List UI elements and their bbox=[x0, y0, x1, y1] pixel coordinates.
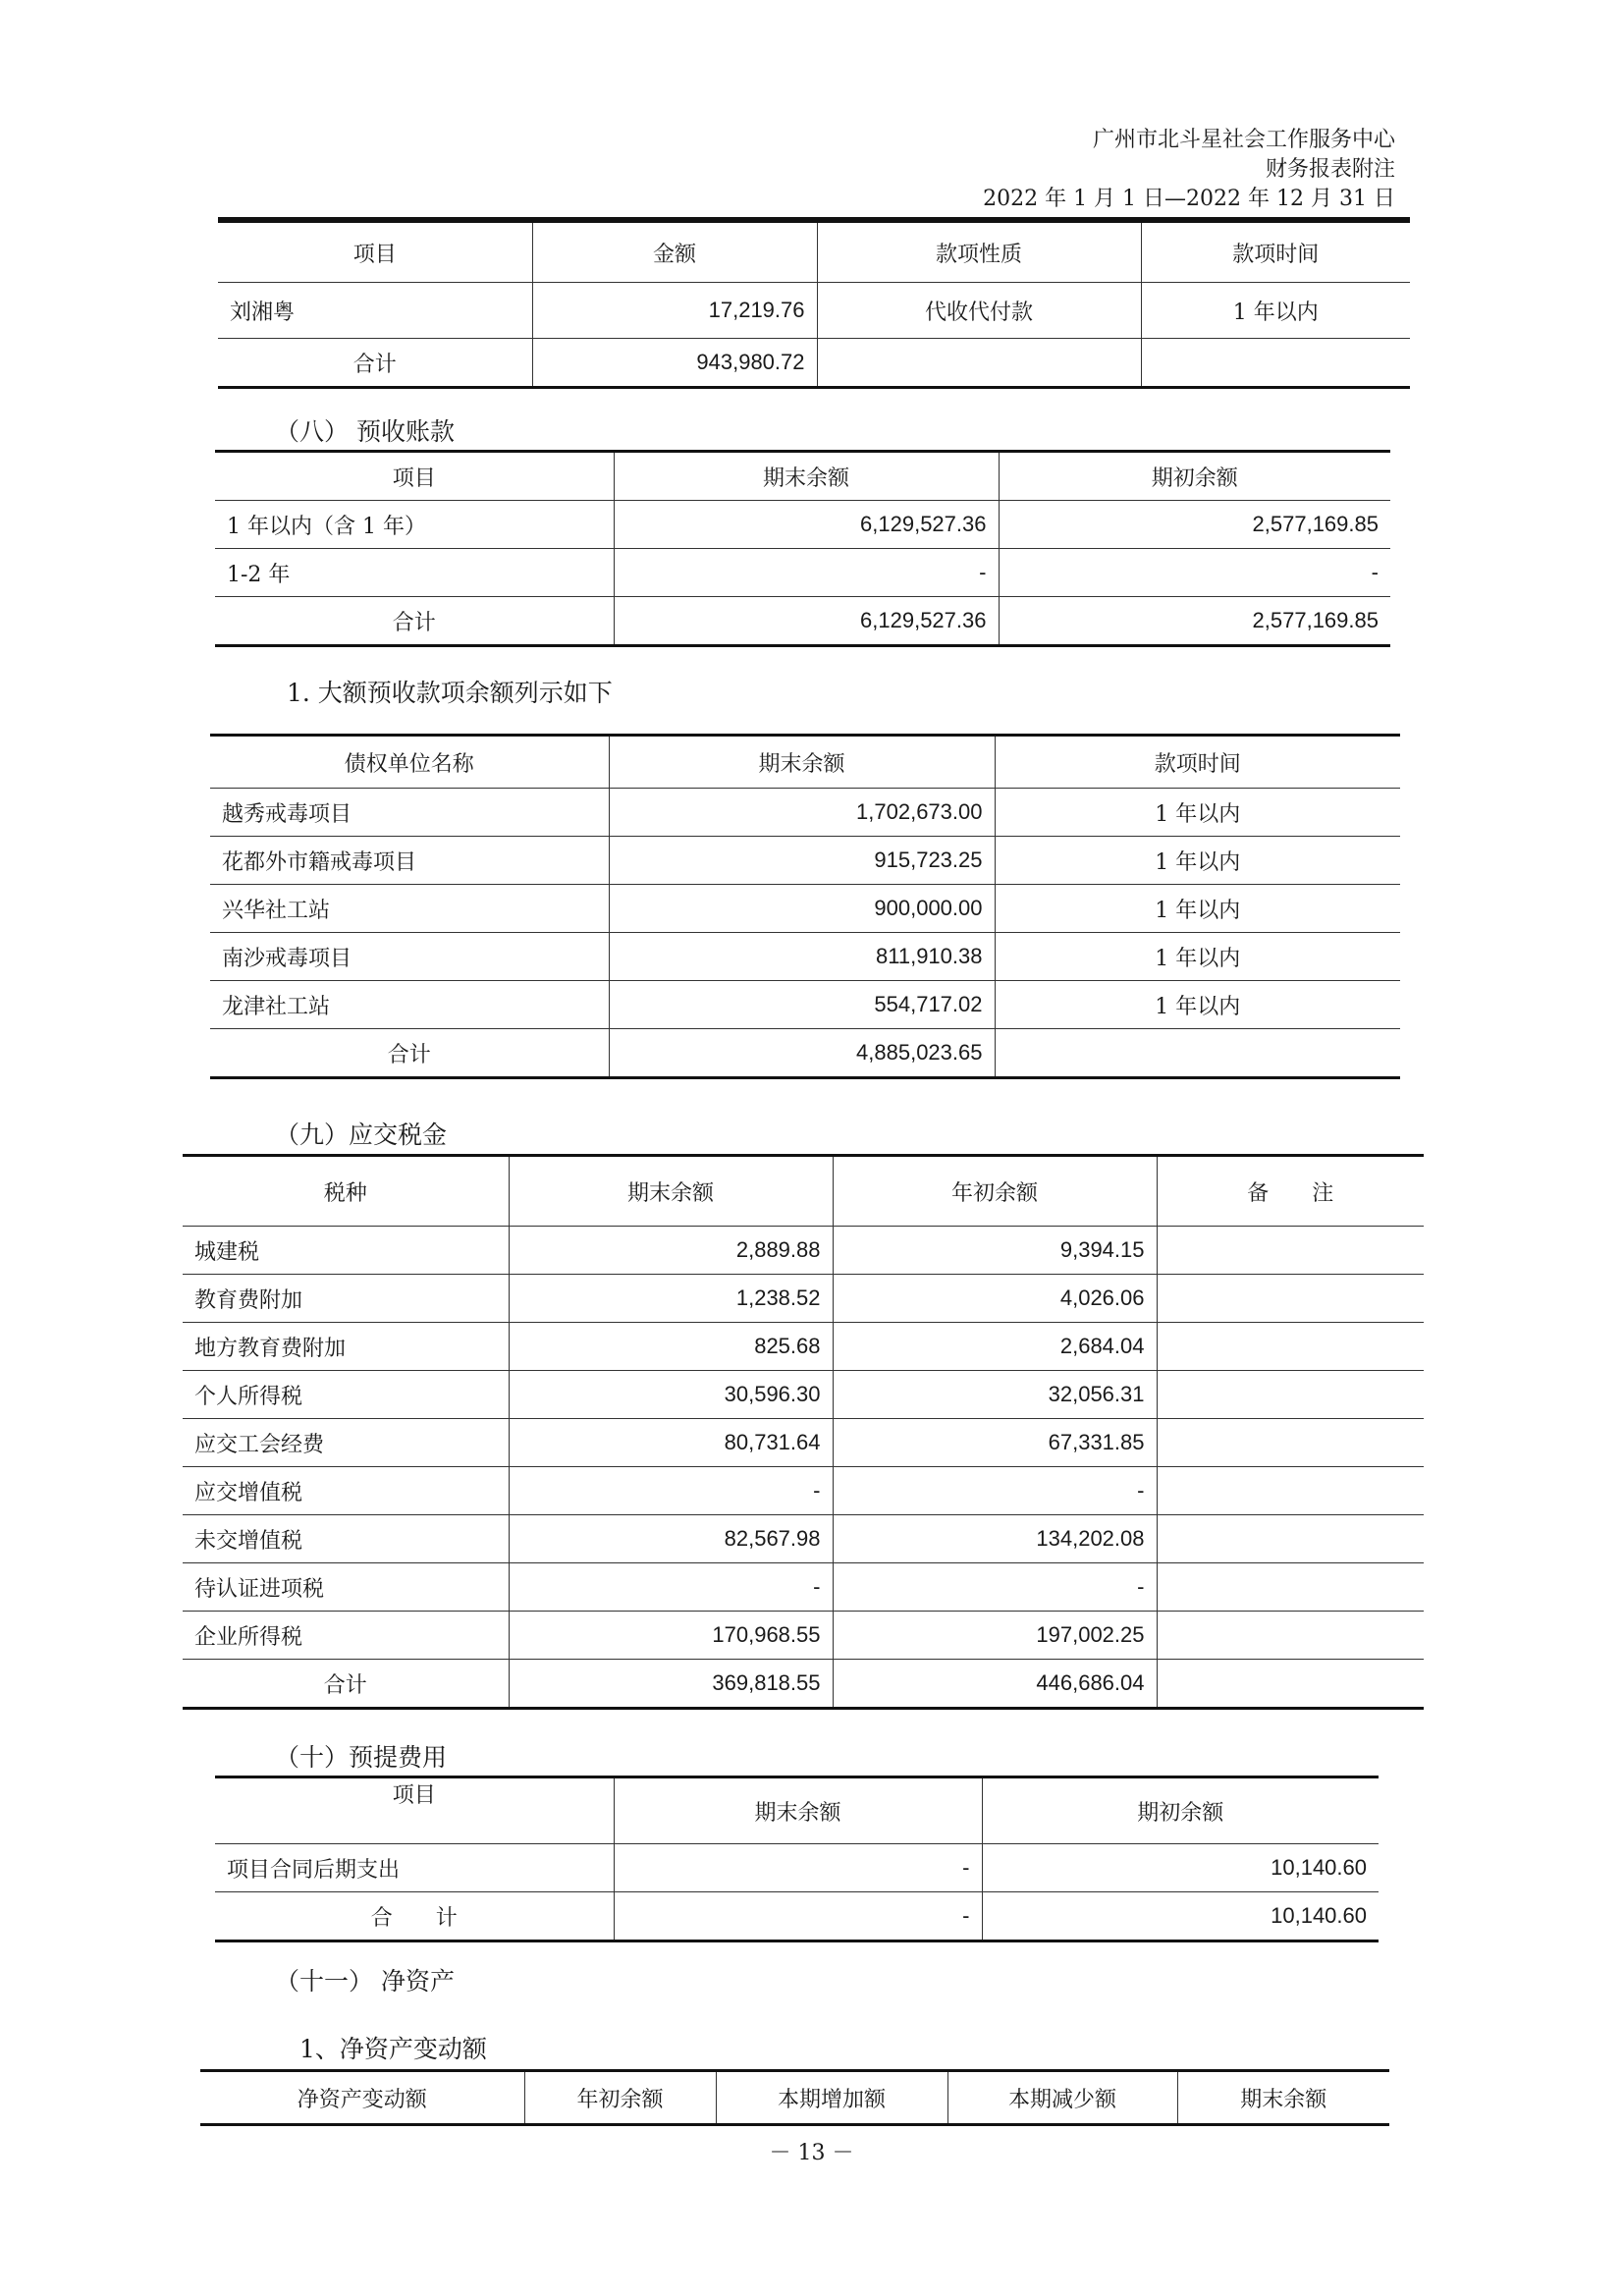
subsection-title: 1、净资产变动额 bbox=[299, 2035, 487, 2063]
amount-cell: 900,000.00 bbox=[609, 885, 995, 933]
table-total-row bbox=[218, 339, 1410, 388]
table-row bbox=[210, 933, 1400, 981]
tax-type-cell: 个人所得税 bbox=[183, 1371, 509, 1419]
table-row bbox=[183, 1467, 1424, 1515]
tax-type-cell: 待认证进项税 bbox=[183, 1563, 509, 1612]
amount-cell: 82,567.98 bbox=[509, 1515, 833, 1563]
section-title: （十）预提费用 bbox=[275, 1743, 448, 1772]
table-row bbox=[210, 837, 1400, 885]
total-label: 合计 bbox=[183, 1660, 509, 1709]
column-header: 净资产变动额 bbox=[200, 2071, 524, 2125]
column-header: 期末余额 bbox=[614, 1777, 982, 1844]
table-header-row bbox=[210, 736, 1400, 789]
period-cell: 1 年以内 bbox=[995, 789, 1400, 837]
total-amount: 6,129,527.36 bbox=[614, 597, 999, 646]
empty-cell bbox=[1141, 339, 1410, 388]
empty-cell bbox=[817, 339, 1141, 388]
advance-receipts-table bbox=[215, 450, 1390, 647]
table-row bbox=[183, 1323, 1424, 1371]
total-label: 合计 bbox=[215, 597, 614, 646]
total-amount: 369,818.55 bbox=[509, 1660, 833, 1709]
page-header bbox=[983, 126, 1395, 214]
amount-cell: 811,910.38 bbox=[609, 933, 995, 981]
column-header: 税种 bbox=[183, 1156, 509, 1227]
empty-cell bbox=[995, 1029, 1400, 1078]
total-amount: 446,686.04 bbox=[833, 1660, 1157, 1709]
column-header: 期初余额 bbox=[982, 1777, 1379, 1844]
total-amount: 10,140.60 bbox=[982, 1892, 1379, 1941]
tax-type-cell: 企业所得税 bbox=[183, 1612, 509, 1660]
table-total-row bbox=[210, 1029, 1400, 1078]
total-label: 合计 bbox=[218, 339, 532, 388]
period-cell: 1 年以内 bbox=[995, 885, 1400, 933]
item-cell: 1-2 年 bbox=[215, 549, 614, 597]
amount-cell: 32,056.31 bbox=[833, 1371, 1157, 1419]
table-row bbox=[183, 1612, 1424, 1660]
amount-cell: - bbox=[833, 1563, 1157, 1612]
tax-type-cell: 城建税 bbox=[183, 1227, 509, 1275]
amount-cell: 2,577,169.85 bbox=[999, 501, 1390, 549]
period-cell: 1 年以内 bbox=[1141, 283, 1410, 339]
table-row bbox=[183, 1371, 1424, 1419]
amount-cell: 4,026.06 bbox=[833, 1275, 1157, 1323]
section-title: （八） 预收账款 bbox=[275, 417, 455, 446]
table-row bbox=[183, 1563, 1424, 1612]
table-header-row bbox=[218, 222, 1410, 283]
column-header: 期初余额 bbox=[999, 452, 1390, 501]
tax-type-cell: 应交工会经费 bbox=[183, 1419, 509, 1467]
table-total-row bbox=[215, 597, 1390, 646]
column-header: 项目 bbox=[215, 1777, 614, 1844]
remark-cell bbox=[1157, 1660, 1424, 1709]
table-row bbox=[210, 981, 1400, 1029]
remark-cell bbox=[1157, 1563, 1424, 1612]
tax-type-cell: 未交增值税 bbox=[183, 1515, 509, 1563]
creditor-cell: 龙津社工站 bbox=[210, 981, 609, 1029]
remark-cell bbox=[1157, 1227, 1424, 1275]
column-header: 债权单位名称 bbox=[210, 736, 609, 789]
remark-cell bbox=[1157, 1612, 1424, 1660]
column-header: 本期增加额 bbox=[716, 2071, 947, 2125]
table-row bbox=[183, 1227, 1424, 1275]
amount-cell: - bbox=[614, 549, 999, 597]
item-cell: 项目合同后期支出 bbox=[215, 1844, 614, 1892]
table-row bbox=[210, 789, 1400, 837]
period-cell: 1 年以内 bbox=[995, 837, 1400, 885]
column-header: 项目 bbox=[215, 452, 614, 501]
amount-cell: 17,219.76 bbox=[532, 283, 817, 339]
large-advance-receipts-table bbox=[210, 734, 1400, 1079]
amount-cell: 1,702,673.00 bbox=[609, 789, 995, 837]
period-cell: 1 年以内 bbox=[995, 933, 1400, 981]
table-row bbox=[183, 1275, 1424, 1323]
column-header: 项目 bbox=[218, 222, 532, 283]
amount-cell: 2,889.88 bbox=[509, 1227, 833, 1275]
remark-cell bbox=[1157, 1515, 1424, 1563]
column-header: 期末余额 bbox=[509, 1156, 833, 1227]
amount-cell: - bbox=[999, 549, 1390, 597]
remark-cell bbox=[1157, 1323, 1424, 1371]
tax-type-cell: 教育费附加 bbox=[183, 1275, 509, 1323]
tax-type-cell: 地方教育费附加 bbox=[183, 1323, 509, 1371]
table-row bbox=[215, 1844, 1379, 1892]
section-title: （十一） 净资产 bbox=[275, 1967, 455, 1995]
amount-cell: 825.68 bbox=[509, 1323, 833, 1371]
column-header: 期末余额 bbox=[1177, 2071, 1389, 2125]
item-cell: 1 年以内（含 1 年） bbox=[215, 501, 614, 549]
amount-cell: - bbox=[833, 1467, 1157, 1515]
total-amount: 943,980.72 bbox=[532, 339, 817, 388]
table-row bbox=[183, 1515, 1424, 1563]
amount-cell: 197,002.25 bbox=[833, 1612, 1157, 1660]
remark-cell bbox=[1157, 1275, 1424, 1323]
amount-cell: 67,331.85 bbox=[833, 1419, 1157, 1467]
column-header: 期末余额 bbox=[614, 452, 999, 501]
column-header: 备 注 bbox=[1157, 1156, 1424, 1227]
subsection-title: 1. 大额预收款项余额列示如下 bbox=[287, 679, 613, 707]
amount-cell: - bbox=[509, 1563, 833, 1612]
amount-cell: 6,129,527.36 bbox=[614, 501, 999, 549]
total-amount: - bbox=[614, 1892, 982, 1941]
table-row bbox=[215, 549, 1390, 597]
table-row bbox=[210, 885, 1400, 933]
item-cell: 刘湘粤 bbox=[218, 283, 532, 339]
column-header: 款项时间 bbox=[995, 736, 1400, 789]
net-assets-change-table bbox=[200, 2069, 1389, 2126]
nature-cell: 代收代付款 bbox=[817, 283, 1141, 339]
total-label: 合 计 bbox=[215, 1892, 614, 1941]
table-header-row bbox=[215, 1777, 1379, 1844]
table-row bbox=[215, 501, 1390, 549]
accrued-expenses-table bbox=[215, 1776, 1379, 1942]
amount-cell: 170,968.55 bbox=[509, 1612, 833, 1660]
org-name: 广州市北斗星社会工作服务中心 bbox=[1092, 128, 1395, 152]
column-header: 本期减少额 bbox=[947, 2071, 1177, 2125]
creditor-cell: 南沙戒毒项目 bbox=[210, 933, 609, 981]
remark-cell bbox=[1157, 1467, 1424, 1515]
creditor-cell: 越秀戒毒项目 bbox=[210, 789, 609, 837]
creditor-cell: 花都外市籍戒毒项目 bbox=[210, 837, 609, 885]
table-total-row bbox=[215, 1892, 1379, 1941]
total-label: 合计 bbox=[210, 1029, 609, 1078]
table-row bbox=[218, 283, 1410, 339]
total-amount: 2,577,169.85 bbox=[999, 597, 1390, 646]
creditor-cell: 兴华社工站 bbox=[210, 885, 609, 933]
amount-cell: 915,723.25 bbox=[609, 837, 995, 885]
table-header-row bbox=[183, 1156, 1424, 1227]
column-header: 期末余额 bbox=[609, 736, 995, 789]
amount-cell: 10,140.60 bbox=[982, 1844, 1379, 1892]
amount-cell: 9,394.15 bbox=[833, 1227, 1157, 1275]
taxes-payable-table bbox=[183, 1154, 1424, 1710]
remark-cell bbox=[1157, 1419, 1424, 1467]
table-row bbox=[183, 1419, 1424, 1467]
amount-cell: 134,202.08 bbox=[833, 1515, 1157, 1563]
column-header: 款项时间 bbox=[1141, 222, 1410, 283]
section-title: （九）应交税金 bbox=[275, 1121, 448, 1149]
amount-cell: 80,731.64 bbox=[509, 1419, 833, 1467]
total-amount: 4,885,023.65 bbox=[609, 1029, 995, 1078]
amount-cell: - bbox=[614, 1844, 982, 1892]
amount-cell: 2,684.04 bbox=[833, 1323, 1157, 1371]
page-number: － 13 － bbox=[769, 2141, 854, 2165]
amount-cell: 554,717.02 bbox=[609, 981, 995, 1029]
table-header-row bbox=[215, 452, 1390, 501]
column-header: 年初余额 bbox=[524, 2071, 716, 2125]
remark-cell bbox=[1157, 1371, 1424, 1419]
column-header: 金额 bbox=[532, 222, 817, 283]
doc-title: 财务报表附注 bbox=[1265, 157, 1395, 182]
column-header: 年初余额 bbox=[833, 1156, 1157, 1227]
table-total-row bbox=[183, 1660, 1424, 1709]
amount-cell: 1,238.52 bbox=[509, 1275, 833, 1323]
column-header: 款项性质 bbox=[817, 222, 1141, 283]
table-header-row bbox=[200, 2071, 1389, 2125]
amount-cell: 30,596.30 bbox=[509, 1371, 833, 1419]
period-cell: 1 年以内 bbox=[995, 981, 1400, 1029]
report-period: 2022 年 1 月 1 日—2022 年 12 月 31 日 bbox=[983, 187, 1395, 211]
amount-cell: - bbox=[509, 1467, 833, 1515]
other-payables-table bbox=[218, 220, 1410, 389]
tax-type-cell: 应交增值税 bbox=[183, 1467, 509, 1515]
